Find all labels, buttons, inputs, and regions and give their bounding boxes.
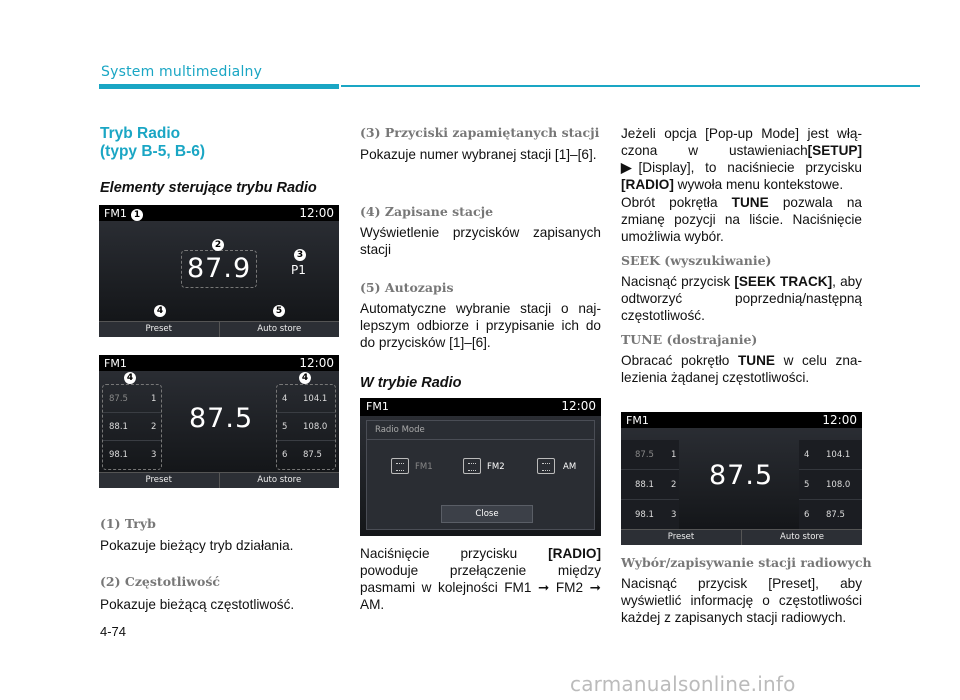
section-title-line-2: (typy B-5, B-6) [100, 143, 206, 160]
band-label: FM1 [104, 357, 127, 370]
band-label: FM1 [104, 207, 127, 220]
radio-screen-1 [99, 205, 339, 337]
preset-list-left [102, 384, 162, 470]
preset-list-left [621, 440, 679, 530]
preset-list-right [799, 440, 862, 530]
clock: 12:00 [299, 356, 334, 370]
para-autostore: Automatyczne wybranie stacji o najlepszym odbiorze i przypisanie ich do do przycisków [1]–[6]. [360, 301, 601, 350]
para-radio-button: Naciśnięcie przycisku [RADIO] powoduje przełączenie między pasmami w kolejności FM1 ➞ FM2 ➞ AM. [360, 546, 601, 612]
header-rule-thin [341, 85, 920, 87]
heading-seek: SEEK (wyszukiwanie) [621, 253, 772, 268]
clock: 12:00 [299, 206, 334, 220]
radio-screen-2 [99, 355, 339, 488]
callout-badge-4-left: 4 [124, 372, 136, 384]
radio-mode-popup [366, 420, 595, 530]
list-item[interactable]: 6 87.5 [804, 510, 845, 520]
section-header: System multimedialny [101, 64, 263, 80]
heading-select-save: Wybór/zapisywanie stacji radiowych [621, 555, 872, 570]
frequency-display: 87.5 [709, 460, 774, 491]
callout-badge-5: 5 [273, 305, 285, 317]
callout-badge-1: 1 [131, 209, 143, 221]
band-label: FM1 [626, 414, 649, 427]
callout-badge-4: 4 [154, 305, 166, 317]
heading-frequency: (2) Częstotliwość [100, 574, 221, 589]
preset-button[interactable]: Preset [145, 475, 172, 485]
fm2-radio-icon[interactable] [463, 458, 481, 474]
preset-indicator: P1 [291, 263, 306, 277]
clock: 12:00 [822, 413, 857, 427]
watermark: carmanualsonline.info [570, 672, 796, 696]
fm1-radio-icon[interactable] [391, 458, 409, 474]
page-number: 4-74 [100, 624, 127, 639]
preset-button[interactable]: Preset [145, 324, 172, 334]
para-tune: Obracać pokrętło TUNE w celu znalezienia żądanej częstotliwości. [621, 353, 862, 385]
clock: 12:00 [561, 399, 596, 413]
para-select-save: Nacisnąć przycisk [Preset], aby wyświetlić informację o częstotliwości każdej z zapisanych stacji radiowych. [621, 576, 862, 625]
list-item[interactable]: 87.5 1 [621, 440, 679, 470]
preset-button[interactable]: Preset [667, 532, 695, 542]
list-item[interactable]: 87.5 1 [103, 385, 161, 413]
para-preset-buttons: Pokazuje numer wybranej stacji [1]–[6]. [360, 147, 597, 162]
radio-screen-4 [621, 412, 862, 545]
para-mode: Pokazuje bieżący tryb działania. [100, 538, 294, 553]
frequency-display: 87.9 [187, 253, 252, 284]
para-seek: Nacisnąć przycisk [SEEK TRACK], aby odtworzyć poprzednią/następną częstotliwość. [621, 274, 862, 323]
soft-button-bar [621, 529, 862, 545]
heading-tune: TUNE (dostrajanie) [621, 332, 758, 347]
list-item[interactable]: 5 108.0 [799, 470, 862, 500]
radio-screen-3 [360, 398, 601, 536]
callout-badge-2: 2 [212, 239, 224, 251]
para-frequency: Pokazuje bieżącą częstotliwość. [100, 597, 295, 612]
heading-autostore: (5) Autozapis [360, 280, 454, 295]
header-rule-thick [99, 84, 339, 89]
soft-button-bar [99, 472, 339, 488]
callout-badge-4-right: 4 [299, 372, 311, 384]
heading-preset-buttons: (3) Przyciski zapamiętanych stacji [360, 125, 600, 140]
close-button[interactable]: Close [441, 505, 533, 523]
mode-fm2-label[interactable]: FM2 [487, 462, 505, 472]
section-title-line-1: Tryb Radio [100, 125, 181, 142]
mode-am-label[interactable]: AM [563, 462, 577, 472]
list-item[interactable]: 98.1 3 [635, 510, 677, 520]
preset-list-right [276, 384, 336, 470]
para-tune-knob: Obrót pokrętła TUNE pozwala na zmianę pozycji na liście. Naciśnięcie umożliwia wybór. [621, 195, 862, 244]
subtitle-radio-mode: W trybie Radio [360, 375, 462, 391]
para-saved-stations: Wyświetlenie przycisków zapisanych stacji [360, 225, 601, 257]
band-label: FM1 [366, 400, 389, 413]
list-item[interactable]: 88.1 2 [103, 413, 161, 441]
list-item[interactable]: 5 108.0 [277, 413, 335, 441]
para-popup-mode: Jeżeli opcja [Pop-up Mode] jest włączona w ustawieniach[SETUP] ▶[Display], to naciśniecie przycisku [RADIO] wywoła menu kontekstowe. [621, 126, 862, 192]
subtitle-controls: Elementy sterujące trybu Radio [100, 180, 317, 196]
soft-button-bar [99, 321, 339, 337]
popup-title: Radio Mode [375, 425, 425, 435]
list-item[interactable]: 4 104.1 [277, 385, 335, 413]
list-item[interactable]: 98.1 3 [109, 450, 157, 460]
heading-mode: (1) Tryb [100, 516, 156, 531]
callout-badge-3: 3 [294, 249, 306, 261]
popup-divider [367, 439, 594, 440]
section-title [100, 125, 205, 161]
list-item[interactable]: 4 104.1 [799, 440, 862, 470]
list-item[interactable]: 88.1 2 [621, 470, 679, 500]
list-item[interactable]: 6 87.5 [282, 450, 322, 460]
auto-store-button[interactable]: Auto store [741, 530, 862, 545]
auto-store-button[interactable]: Auto store [219, 473, 340, 488]
heading-saved-stations: (4) Zapisane stacje [360, 204, 494, 219]
mode-fm1-label[interactable]: FM1 [415, 462, 433, 472]
auto-store-button[interactable]: Auto store [219, 322, 340, 337]
am-radio-icon[interactable] [537, 458, 555, 474]
frequency-display: 87.5 [189, 403, 254, 434]
